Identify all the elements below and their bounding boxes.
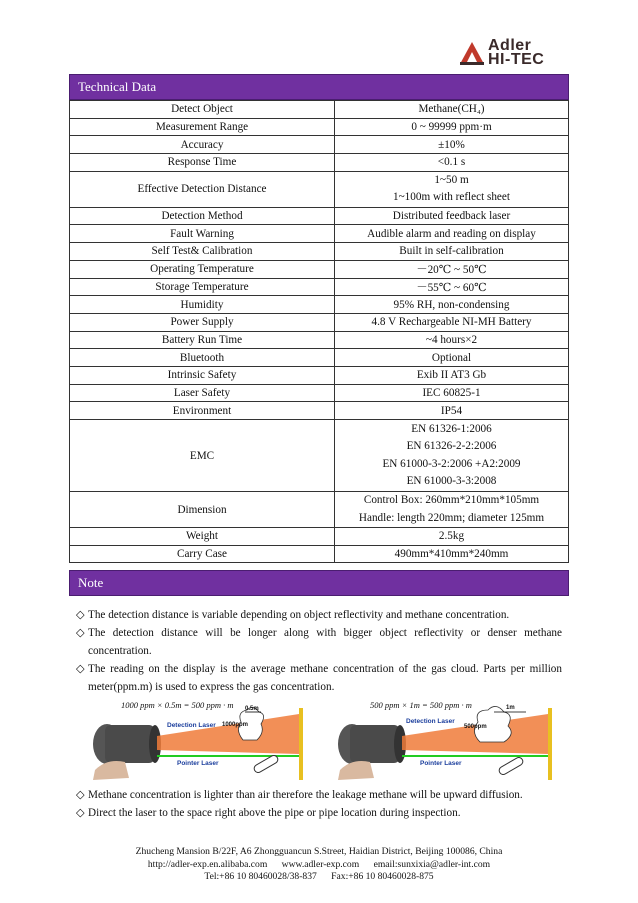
spec-value: Optional (335, 349, 569, 367)
spec-value: <0.1 s (335, 154, 569, 172)
spec-row (70, 225, 569, 243)
spec-value: 2.5kg (335, 528, 569, 546)
spec-row (70, 528, 569, 546)
spec-value: －20℃ ~ 50℃ (335, 260, 569, 278)
spec-key: EMC (70, 420, 335, 492)
spec-key: Power Supply (70, 313, 335, 331)
spec-key: Weight (70, 528, 335, 546)
spec-value (335, 420, 569, 492)
note-item: ◇ The detection distance will be longer along with bigger object reflectivity or denser methane (76, 624, 562, 642)
spec-value-line: EN 61326-2-2:2006 (406, 440, 497, 452)
spec-row (70, 278, 569, 296)
diamond-bullet-icon: ◇ (76, 609, 85, 621)
reflect-wall (548, 708, 552, 780)
spec-key: Storage Temperature (70, 278, 335, 296)
spec-value: 95% RH, non-condensing (335, 296, 569, 314)
note-item: ◇ The reading on the display is the average methane concentration of the gas cloud. Parts per million (76, 660, 562, 678)
detector-gun-icon (93, 724, 161, 780)
diagram-formula: 500 ppm × 1m = 500 ppm · m (370, 700, 472, 710)
spec-value: －55℃ ~ 60℃ (335, 278, 569, 296)
pointer-laser-label: Pointer Laser (177, 760, 219, 767)
diagram-distance: 1m (506, 705, 515, 711)
spec-key: Battery Run Time (70, 331, 335, 349)
spec-row (70, 384, 569, 402)
diamond-bullet-icon: ◇ (76, 627, 85, 639)
diamond-bullet-icon: ◇ (76, 663, 85, 675)
diagram-left (85, 700, 313, 782)
diagram-ppm: 1000ppm (222, 722, 249, 728)
company-logo (458, 38, 558, 68)
spec-key: Operating Temperature (70, 260, 335, 278)
spec-key: Humidity (70, 296, 335, 314)
detector-gun-icon (338, 724, 406, 780)
spec-key: Intrinsic Safety (70, 366, 335, 384)
spec-row (70, 101, 569, 119)
spec-row (70, 420, 569, 492)
diagram-distance: 0.5m (245, 706, 259, 712)
reflect-wall (299, 708, 303, 780)
spec-row (70, 349, 569, 367)
detection-laser-label: Detection Laser (406, 718, 455, 725)
spec-key: Fault Warning (70, 225, 335, 243)
diagram-right (330, 700, 558, 782)
spec-key: Laser Safety (70, 384, 335, 402)
spec-value-line: EN 61326-1:2006 (411, 422, 492, 435)
spec-key: Measurement Range (70, 118, 335, 136)
spec-key: Detect Object (70, 101, 335, 119)
spec-value-line: 1~100m with reflect sheet (393, 191, 510, 204)
technical-data-heading: Technical Data (69, 74, 569, 100)
spec-row (70, 136, 569, 154)
spec-key: Carry Case (70, 545, 335, 563)
diamond-bullet-icon: ◇ (76, 789, 85, 801)
spec-value: Audible alarm and reading on display (335, 225, 569, 243)
spec-value: ~4 hours×2 (335, 331, 569, 349)
spec-value: IEC 60825-1 (335, 384, 569, 402)
spec-row (70, 402, 569, 420)
spec-value: Distributed feedback laser (335, 207, 569, 225)
logo-text-hitec: HI-TEC (488, 51, 545, 68)
footer-phone: Tel:+86 10 80460028/38-837 Fax:+86 10 80460028-875 (204, 871, 434, 883)
spec-row (70, 118, 569, 136)
logo-text-adler: Adler (488, 37, 532, 54)
spec-value: Methane(CH₄) (335, 101, 569, 119)
footer-web: http://adler-exp.en.alibaba.com www.adler-exp.com email:sunxixia@adler-int.com (147, 858, 491, 870)
note-item: ◇ Methane concentration is lighter than air therefore the leakage methane will be upward diffusion. (76, 786, 562, 804)
spec-row (70, 545, 569, 563)
spec-value-line: Handle: length 220mm; diameter 125mm (358, 511, 545, 524)
spec-row (70, 296, 569, 314)
spec-value: ±10% (335, 136, 569, 154)
spec-value: 490mm*410mm*240mm (335, 545, 569, 563)
note-item: ◇ The detection distance is variable depending on object reflectivity and methane concentration. (76, 606, 562, 624)
spec-row (70, 366, 569, 384)
spec-value-line: 1~50 m (434, 173, 469, 186)
spec-table (69, 100, 569, 563)
notes-list (76, 606, 562, 696)
pipe-icon (253, 754, 280, 774)
spec-row (70, 243, 569, 261)
spec-value: IP54 (335, 402, 569, 420)
spec-row (70, 207, 569, 225)
logo-mark-icon (458, 40, 486, 66)
spec-key: Detection Method (70, 207, 335, 225)
spec-row (70, 171, 569, 207)
spec-value: 0 ~ 99999 ppm·m (335, 118, 569, 136)
diagram-formula: 1000 ppm × 0.5m = 500 ppm · m (121, 700, 234, 710)
diagram-ppm: 500ppm (464, 724, 487, 730)
note-item: ◇ Direct the laser to the space right above the pipe or pipe location during inspection. (76, 804, 562, 822)
spec-value: Built in self-calibration (335, 243, 569, 261)
detection-laser-label: Detection Laser (167, 722, 216, 729)
spec-value-line: EN 61000-3-2:2006 +A2:2009 (382, 457, 521, 470)
spec-key: Environment (70, 402, 335, 420)
spec-key: Response Time (70, 154, 335, 172)
spec-key: Effective Detection Distance (70, 171, 335, 207)
diamond-bullet-icon: ◇ (76, 807, 85, 819)
note-item-cont: meter(ppm.m) is used to express the gas concentration. (88, 681, 335, 693)
spec-value-line: EN 61000-3-3:2008 (406, 475, 497, 487)
spec-key: Bluetooth (70, 349, 335, 367)
spec-row (70, 154, 569, 172)
pointer-laser-label: Pointer Laser (420, 760, 462, 767)
spec-key: Self Test& Calibration (70, 243, 335, 261)
spec-key: Accuracy (70, 136, 335, 154)
notes-list-2 (76, 786, 562, 822)
footer-address: Zhucheng Mansion B/22F, A6 Zhongguancun S.Street, Haidian District, Beijing 100086, China (135, 846, 503, 857)
spec-row (70, 260, 569, 278)
note-item-cont: concentration. (88, 645, 152, 657)
note-heading: Note (69, 570, 569, 596)
spec-key: Dimension (70, 492, 335, 528)
spec-value (335, 492, 569, 528)
spec-value-line: Control Box: 260mm*210mm*105mm (363, 494, 540, 506)
pipe-icon (498, 756, 525, 776)
detection-laser-beam (157, 714, 299, 754)
spec-row (70, 331, 569, 349)
spec-row (70, 492, 569, 528)
spec-value: 4.8 V Rechargeable NI-MH Battery (335, 313, 569, 331)
spec-value (335, 171, 569, 207)
page-footer (0, 846, 638, 884)
spec-value: Exib II AT3 Gb (335, 366, 569, 384)
spec-row (70, 313, 569, 331)
